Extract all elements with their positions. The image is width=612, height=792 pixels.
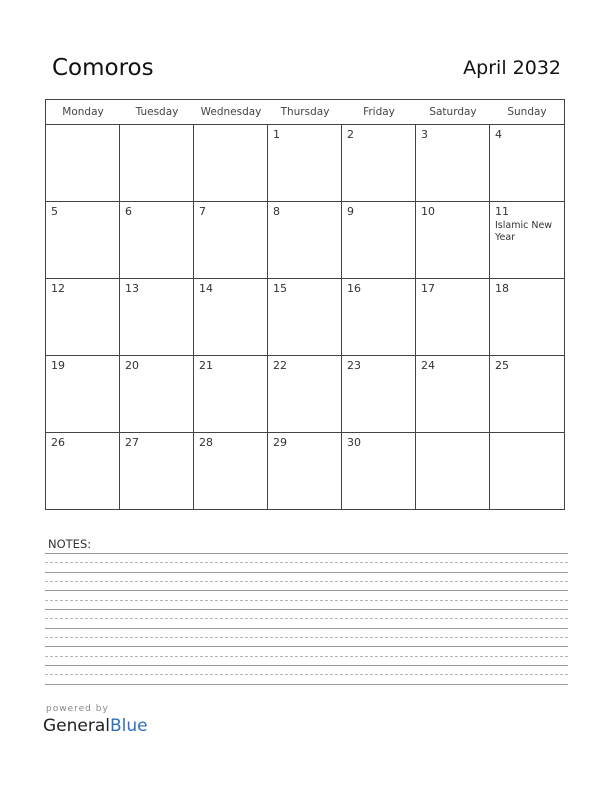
day-number: 2 <box>347 128 354 141</box>
day-cell <box>416 202 490 279</box>
day-number: 5 <box>51 205 58 218</box>
day-cell <box>490 279 564 356</box>
notes-line <box>45 590 568 591</box>
day-cell <box>490 433 564 510</box>
weekday-thursday: Thursday <box>280 106 330 118</box>
brand-general: General <box>43 716 110 736</box>
weekday-header-row <box>46 100 564 125</box>
day-number: 23 <box>347 359 361 372</box>
day-number: 18 <box>495 282 509 295</box>
day-cell <box>120 433 194 510</box>
day-number: 12 <box>51 282 65 295</box>
day-number: 27 <box>125 436 139 449</box>
day-cell <box>120 279 194 356</box>
day-cell <box>194 433 268 510</box>
notes-line-dashed <box>45 600 568 601</box>
weekday-wednesday: Wednesday <box>200 106 262 118</box>
day-cell <box>120 356 194 433</box>
day-number: 20 <box>125 359 139 372</box>
day-cell <box>416 279 490 356</box>
day-number: 3 <box>421 128 428 141</box>
weekday-monday: Monday <box>62 106 104 118</box>
day-number: 6 <box>125 205 132 218</box>
day-number: 22 <box>273 359 287 372</box>
day-cell <box>194 356 268 433</box>
day-cell <box>416 356 490 433</box>
notes-line-dashed <box>45 656 568 657</box>
notes-line-dashed <box>45 562 568 563</box>
day-number: 26 <box>51 436 65 449</box>
day-cell <box>268 125 342 202</box>
day-number: 24 <box>421 359 435 372</box>
weekday-saturday: Saturday <box>429 106 477 118</box>
day-cell <box>194 202 268 279</box>
calendar-month-year: April 2032 <box>463 57 561 79</box>
notes-line <box>45 553 568 554</box>
generalblue-logo <box>43 716 148 736</box>
notes-line <box>45 684 568 685</box>
day-number: 30 <box>347 436 361 449</box>
day-cell <box>46 202 120 279</box>
weekday-sunday: Sunday <box>507 106 547 118</box>
day-cell <box>194 279 268 356</box>
day-number: 14 <box>199 282 213 295</box>
powered-by-text: powered by <box>46 704 109 714</box>
weekday-friday: Friday <box>363 106 395 118</box>
day-number: 25 <box>495 359 509 372</box>
day-cell <box>46 125 120 202</box>
notes-line-dashed <box>45 618 568 619</box>
calendar-grid <box>45 99 565 510</box>
notes-line <box>45 665 568 666</box>
day-cell <box>268 202 342 279</box>
day-cell <box>120 125 194 202</box>
notes-line-dashed <box>45 674 568 675</box>
holiday-label: Islamic New Year <box>495 220 553 243</box>
day-cell <box>46 279 120 356</box>
day-cell <box>342 356 416 433</box>
day-cell <box>194 125 268 202</box>
day-cell <box>268 433 342 510</box>
weekday-tuesday: Tuesday <box>135 106 179 118</box>
day-cell <box>46 356 120 433</box>
day-cell <box>268 356 342 433</box>
day-cell <box>120 202 194 279</box>
day-cell <box>416 125 490 202</box>
notes-line <box>45 572 568 573</box>
day-cell <box>268 279 342 356</box>
notes-line-dashed <box>45 637 568 638</box>
day-cell <box>490 202 564 279</box>
day-cell <box>416 433 490 510</box>
notes-line <box>45 646 568 647</box>
day-number: 16 <box>347 282 361 295</box>
notes-line <box>45 628 568 629</box>
day-number: 19 <box>51 359 65 372</box>
day-number: 7 <box>199 205 206 218</box>
day-number: 10 <box>421 205 435 218</box>
day-number: 1 <box>273 128 280 141</box>
day-cell <box>342 125 416 202</box>
day-number: 17 <box>421 282 435 295</box>
day-number: 9 <box>347 205 354 218</box>
day-number: 28 <box>199 436 213 449</box>
day-number: 15 <box>273 282 287 295</box>
day-cell <box>342 202 416 279</box>
day-number: 8 <box>273 205 280 218</box>
day-cell <box>342 279 416 356</box>
brand-blue: Blue <box>110 716 148 736</box>
day-cell <box>490 356 564 433</box>
calendar-country-title: Comoros <box>52 55 154 81</box>
day-number: 21 <box>199 359 213 372</box>
notes-line-dashed <box>45 581 568 582</box>
day-number: 4 <box>495 128 502 141</box>
day-number: 13 <box>125 282 139 295</box>
day-cell <box>46 433 120 510</box>
notes-line <box>45 609 568 610</box>
day-number: 11 <box>495 205 509 218</box>
day-cell <box>342 433 416 510</box>
calendar-weeks <box>46 125 564 510</box>
day-number: 29 <box>273 436 287 449</box>
notes-label: NOTES: <box>48 537 92 551</box>
day-cell <box>490 125 564 202</box>
